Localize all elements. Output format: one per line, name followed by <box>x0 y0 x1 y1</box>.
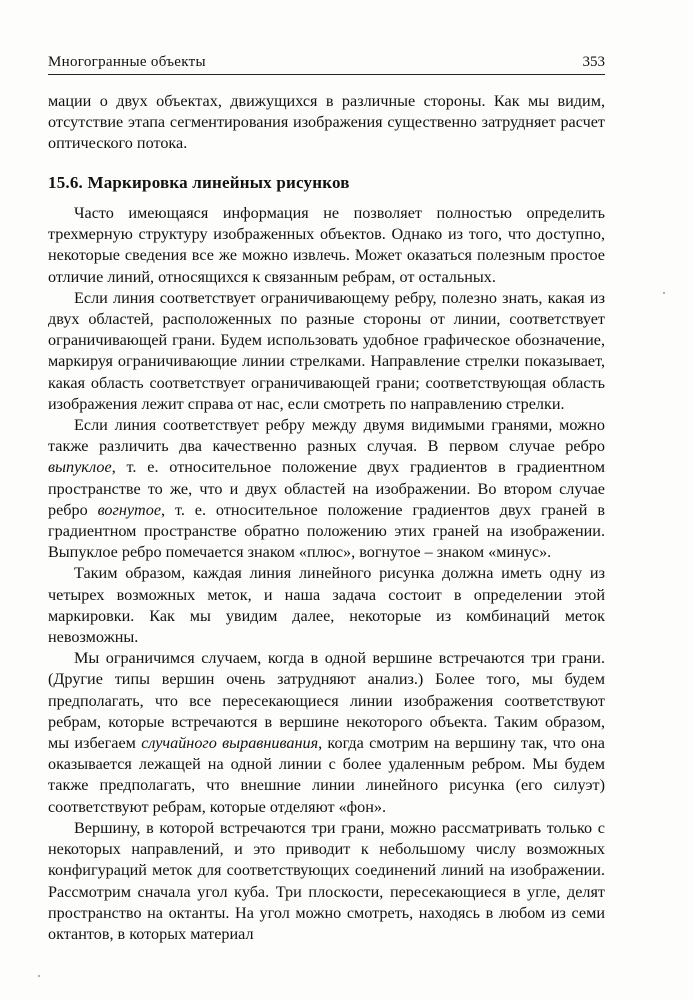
paragraph-3-part-b: , т. е. относительное положение двух градиентов в градиентном пространстве то же, что и двух областей на изображении. Во втором случае ребро <box>48 458 605 519</box>
section-heading: 15.6. Маркировка линейных рисунков <box>48 173 350 192</box>
paragraph-4: Таким образом, каждая линия линейного рисунка должна иметь одну из четырех возможных меток, и наша задача состоит в определении этой маркировки. Как мы увидим далее, некоторые из комбинаций меток невозможны. <box>48 564 605 647</box>
term-concave: вогнутое <box>97 500 162 519</box>
paragraph-5 <box>48 648 605 818</box>
header-title: Многогранные объекты <box>48 54 206 70</box>
paragraph-3 <box>48 415 605 563</box>
term-accidental-alignment: случайного выравнивания <box>141 734 319 753</box>
paragraph-5-part-b: , когда смотрим на вершину так, что она оказывается лежащей на одной линии с более удаленным ребром. Мы будем также предполагать, что внешние линии линейного рисунка (его силуэт) соответствуют ребрам, которые отделяют «фон». <box>48 734 605 816</box>
continuation-paragraph: мации о двух объектах, движущихся в различные стороны. Как мы видим, отсутствие этапа сегментирования изображения существенно затрудняет расчет оптического потока. <box>48 92 605 153</box>
term-convex: выпуклое <box>48 458 112 477</box>
section-body <box>48 203 605 945</box>
paragraph-1: Часто имеющаяся информация не позволяет полностью определить трехмерную структуру изображенных объектов. Однако из того, что доступно, некоторые сведения все же можно извлечь. Может оказаться полезным простое отличие линий, относящихся к связанным ребрам, от остальных. <box>48 204 605 286</box>
continuation-block <box>48 91 605 155</box>
scan-speck <box>663 292 665 294</box>
paragraph-3-part-a: Если линия соответствует ребру между двумя видимыми гранями, можно также различить два качественно разных случая. В первом случае ребро <box>48 416 605 456</box>
paragraph-3-part-c: , т. е. относительное положение градиентов двух граней в градиентном пространстве обратно положению этих граней на изображении. Выпуклое ребро помечается знаком «плюс», вогнутое – знаком «минус». <box>48 500 606 562</box>
paragraph-2: Если линия соответствует ограничивающему ребру, полезно знать, какая из двух областей, расположенных по разные стороны от линии, соответствует ограничивающей грани. Будем использовать удобное графическое обозначение, маркируя ограничивающие линии стрелками. Направление стрелки показывает, какая область соответствует ограничивающей грани; соответствующая область изображения лежит справа от нас, если смотреть по направлению стрелки. <box>48 288 605 413</box>
page-number: 353 <box>582 54 605 70</box>
paragraph-6: Вершину, в которой встречаются три грани, можно рассматривать только с некоторых направлений, и это приводит к небольшому числу возможных конфигураций меток для соответствующих соединений линий на изображении. Рассмотрим сначала угол куба. Три плоскости, пересекающиеся в угле, делят пространство на октанты. На угол можно смотреть, находясь в любом из семи октантов, в которых материал <box>48 818 605 943</box>
running-header <box>48 50 605 75</box>
paragraph-5-part-a: Мы ограничимся случаем, когда в одной вершине встречаются три грани. (Другие типы вершин очень затрудняют анализ.) Более того, мы будем предполагать, что все пересекающиеся линии изображения соответствуют ребрам, которые встречаются в вершине некоторого объекта. Таким образом, мы избегаем <box>48 649 605 753</box>
scan-speck <box>38 975 40 977</box>
